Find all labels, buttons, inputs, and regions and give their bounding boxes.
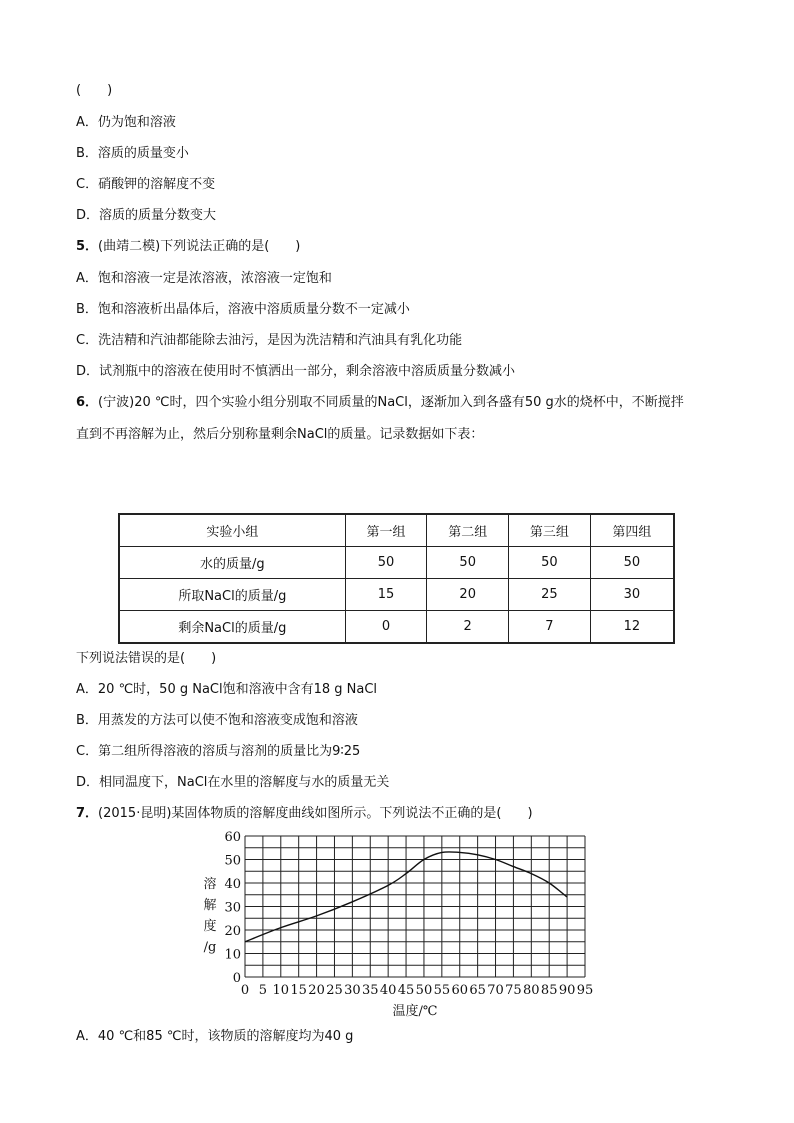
y-tick-label: 50 (224, 853, 241, 869)
y-axis-label (203, 876, 216, 955)
x-tick-label: 80 (523, 983, 540, 998)
option-line: A．20 ℃时，50 g NaCl饱和溶液中含有18 g NaCl (76, 682, 378, 697)
solubility-chart (198, 826, 598, 1022)
table-row (119, 547, 674, 579)
question-text: (曲靖二模)下列说法正确的是( ) (98, 239, 301, 254)
table-cell: 50 (509, 547, 591, 579)
question-5 (76, 238, 300, 256)
table-header-cell: 第四组 (590, 514, 674, 547)
question-6 (76, 394, 684, 412)
x-axis-label: 温度/℃ (392, 1004, 438, 1019)
table-cell: 7 (509, 611, 591, 644)
x-tick-label: 15 (290, 983, 307, 998)
x-tick-label: 0 (240, 983, 250, 998)
x-tick-label: 10 (272, 983, 290, 998)
table-cell: 0 (345, 611, 427, 644)
question-number: 7． (76, 806, 99, 821)
x-tick-label: 65 (469, 983, 486, 998)
x-tick-label: 30 (344, 983, 361, 998)
table-cell: 20 (427, 579, 509, 611)
x-tick-label: 40 (379, 983, 397, 998)
question-7 (76, 805, 533, 823)
table-cell: 15 (345, 579, 427, 611)
x-tick-label: 5 (258, 983, 268, 998)
question-number: 5． (76, 239, 99, 254)
option-line: ( ) (76, 83, 113, 98)
option-line: B．用蒸发的方法可以使不饱和溶液变成饱和溶液 (76, 713, 358, 728)
x-tick-label: 25 (326, 983, 343, 998)
table-cell: 25 (509, 579, 591, 611)
x-tick-label: 50 (415, 983, 433, 998)
option-line: A．40 ℃和85 ℃时，该物质的溶解度均为40 g (76, 1029, 354, 1044)
table-cell: 50 (427, 547, 509, 579)
y-axis-label-char: 解 (203, 898, 217, 913)
question-ask: 下列说法错误的是( ) (76, 651, 217, 666)
table-cell: 水的质量/g (119, 547, 345, 579)
y-axis-label-char: 溶 (203, 877, 217, 892)
table-cell: 2 (427, 611, 509, 644)
question-text: (2015·昆明)某固体物质的溶解度曲线如图所示。下列说法不正确的是( ) (98, 806, 533, 821)
option-line: B．溶质的质量变小 (76, 146, 189, 161)
data-table (118, 513, 675, 644)
y-tick-label: 10 (224, 947, 241, 963)
option-line: B．饱和溶液析出晶体后，溶液中溶质质量分数不一定减小 (76, 302, 410, 317)
table-cell: 所取NaCl的质量/g (119, 579, 345, 611)
x-tick-labels (241, 983, 593, 998)
x-tick-label: 90 (558, 983, 576, 998)
table-header-row (119, 514, 674, 547)
option-line: C．洗洁精和汽油都能除去油污，是因为洗洁精和汽油具有乳化功能 (76, 333, 463, 348)
option-line: A．仍为饱和溶液 (76, 115, 176, 130)
question-text: (宁波)20 ℃时，四个实验小组分别取不同质量的NaCl，逐渐加入到各盛有50 g水的烧杯中，不断搅拌 (98, 395, 684, 410)
y-axis-label-char: /g (203, 940, 217, 955)
table-cell: 50 (590, 547, 674, 579)
chart-grid (245, 836, 585, 977)
y-axis-label-char: 度 (203, 919, 217, 934)
option-line: A．饱和溶液一定是浓溶液，浓溶液一定饱和 (76, 271, 332, 286)
x-tick-label: 45 (397, 983, 415, 998)
y-tick-label: 0 (232, 971, 241, 986)
y-tick-labels (224, 830, 241, 986)
option-line: C．硝酸钾的溶解度不变 (76, 177, 216, 192)
table-header-cell: 实验小组 (119, 514, 345, 547)
y-tick-label: 40 (224, 877, 241, 892)
x-tick-label: 85 (540, 983, 558, 998)
table-cell: 剩余NaCl的质量/g (119, 611, 345, 644)
option-line: D．试剂瓶中的溶液在使用时不慎洒出一部分，剩余溶液中溶质质量分数减小 (76, 364, 516, 379)
option-line: D．溶质的质量分数变大 (76, 208, 217, 223)
question-number: 6． (76, 395, 99, 410)
x-tick-label: 35 (361, 983, 379, 998)
x-tick-label: 55 (433, 983, 451, 998)
table-header-cell: 第一组 (345, 514, 427, 547)
x-tick-label: 95 (576, 983, 594, 998)
x-tick-label: 20 (308, 983, 325, 998)
table-cell: 50 (345, 547, 427, 579)
option-line: C．第二组所得溶液的溶质与溶剂的质量比为9∶25 (76, 744, 361, 759)
x-tick-label: 60 (451, 983, 469, 998)
table-header-cell: 第三组 (509, 514, 591, 547)
x-tick-label: 70 (487, 983, 504, 998)
y-tick-label: 30 (224, 900, 241, 916)
y-tick-label: 60 (224, 830, 241, 845)
table-row (119, 611, 674, 644)
option-line: D．相同温度下，NaCl在水里的溶解度与水的质量无关 (76, 775, 390, 790)
table-header-cell: 第二组 (427, 514, 509, 547)
question-text-cont: 直到不再溶解为止，然后分别称量剩余NaCl的质量。记录数据如下表： (76, 427, 484, 442)
table-row (119, 579, 674, 611)
x-tick-label: 75 (505, 983, 522, 998)
table-cell: 12 (590, 611, 674, 644)
y-tick-label: 20 (224, 924, 241, 939)
table-cell: 30 (590, 579, 674, 611)
